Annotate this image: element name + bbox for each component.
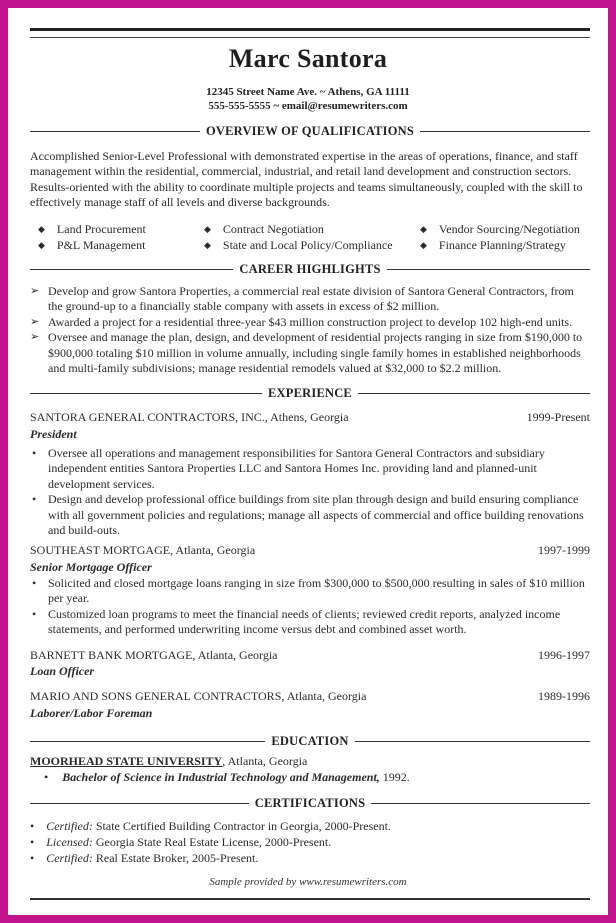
skill-item: ◆ Finance Planning/Strategy (420, 238, 566, 252)
list-item: • Design and develop professional office buildings from site plan through design and build ensuring compliance with all government policies and regulations; manage all aspects of commercial and office building renovations and build-outs. (32, 492, 584, 538)
job-bullets (30, 576, 592, 638)
bullet-icon: • (32, 492, 37, 507)
diamond-bullet-icon: ◆ (420, 224, 427, 234)
bullet-icon: • (32, 606, 37, 621)
job-title: Senior Mortgage Officer (30, 560, 152, 574)
job-title: Loan Officer (30, 664, 95, 678)
list-item: ➢ Develop and grow Santora Properties, a commercial real estate division of Santora General Contractors, from the ground-up to a financially stable company with assets in excess of $2 million. (30, 284, 574, 314)
job-title: President (30, 427, 77, 441)
career-heading: CAREER HIGHLIGHTS (30, 262, 590, 276)
diamond-bullet-icon: ◆ (38, 240, 45, 250)
list-item: • Solicited and closed mortgage loans ranging in size from $300,000 to $500,000 resulting in sales of $10 million per year. (32, 576, 585, 606)
arrow-bullet-icon: ➢ (30, 285, 40, 297)
bottom-rule (30, 898, 590, 900)
skill-item: ◆ P&L Management (38, 238, 146, 252)
overview-summary: Accomplished Senior-Level Professional with demonstrated expertise in the areas of operations, finance, and staff management within the residential, commercial, industrial, and retail land development and construction sectors. Results-oriented with the ability to coordinate multiple projects and teams simultaneously, coupled with the skill to effectively manage staff of all levels and diverse backgrounds. (30, 149, 583, 210)
address-line: 12345 Street Name Ave. ~ Athens, GA 11111 (206, 86, 410, 98)
candidate-name: Marc Santora (228, 44, 388, 73)
bullet-icon: • (44, 770, 49, 784)
education-degree: • Bachelor of Science in Industrial Technology and Management, 1992. (44, 770, 410, 784)
arrow-bullet-icon: ➢ (30, 331, 40, 344)
resume-page (8, 8, 608, 915)
job-header: BARNETT BANK MORTGAGE, Atlanta, Georgia 1996-1997 (30, 648, 590, 662)
bullet-icon: • (32, 576, 37, 590)
experience-heading: EXPERIENCE (30, 386, 590, 400)
diamond-bullet-icon: ◆ (420, 240, 427, 250)
career-highlights-list (30, 284, 592, 376)
certification-item: • Licensed: Georgia State Real Estate License, 2000-Present. (30, 835, 332, 849)
diamond-bullet-icon: ◆ (38, 224, 45, 234)
diamond-bullet-icon: ◆ (204, 224, 211, 234)
list-item: • Oversee all operations and management responsibilities for Santora General Contractors and subsidiary independent entities Santora Properties LLC and Santora Homes Inc. providing land and planned-unit development services. (32, 446, 545, 491)
job-header: MARIO AND SONS GENERAL CONTRACTORS, Atlanta, Georgia 1989-1996 (30, 689, 590, 703)
certifications-heading: CERTIFICATIONS (30, 796, 590, 810)
skill-item: ◆ Vendor Sourcing/Negotiation (420, 222, 580, 236)
list-item: • Customized loan programs to meet the financial needs of clients; reviewed credit reports, analyzed income statements, and performed underwriting income versus debt and combined asset worth. (32, 606, 561, 637)
certification-item: • Certified: Real Estate Broker, 2005-Present. (30, 851, 259, 865)
contact-line: 555-555-5555 ~ email@resumewriters.com (208, 100, 408, 112)
bullet-icon: • (30, 819, 35, 833)
skill-item: ◆ Contract Negotiation (204, 222, 324, 236)
job-title: Laborer/Labor Foreman (30, 706, 153, 720)
bullet-icon: • (32, 446, 37, 460)
job-header: SOUTHEAST MORTGAGE, Atlanta, Georgia 1997-1999 (30, 543, 590, 557)
job-bullets (30, 446, 592, 538)
top-rule (30, 28, 590, 38)
certification-item: • Certified: State Certified Building Contractor in Georgia, 2000-Present. (30, 819, 391, 833)
skill-item: ◆ Land Procurement (38, 222, 146, 236)
footer-credit: Sample provided by www.resumewriters.com (209, 876, 407, 888)
education-school: MOORHEAD STATE UNIVERSITY, Atlanta, Georgia (30, 754, 308, 768)
bullet-icon: • (30, 835, 35, 849)
diamond-bullet-icon: ◆ (204, 240, 211, 250)
bullet-icon: • (30, 851, 35, 865)
list-item: ➢ Oversee and manage the plan, design, and development of residential projects ranging in size from $190,000 to $900,000 totaling $10 million in volume annually, including single family homes in established neighborhoods and multi-family subdivisions; manage residential remodels valued at $32,000 to $2.2 million. (30, 330, 583, 376)
arrow-bullet-icon: ➢ (30, 315, 40, 328)
list-item: ➢ Awarded a project for a residential three-year $43 million construction project to develop 102 high-end units. (30, 314, 573, 329)
skill-item: ◆ State and Local Policy/Compliance (204, 238, 393, 252)
education-heading: EDUCATION (30, 734, 590, 748)
overview-heading: OVERVIEW OF QUALIFICATIONS (30, 124, 590, 138)
job-header: SANTORA GENERAL CONTRACTORS, INC., Athens, Georgia 1999-Present (30, 410, 590, 424)
